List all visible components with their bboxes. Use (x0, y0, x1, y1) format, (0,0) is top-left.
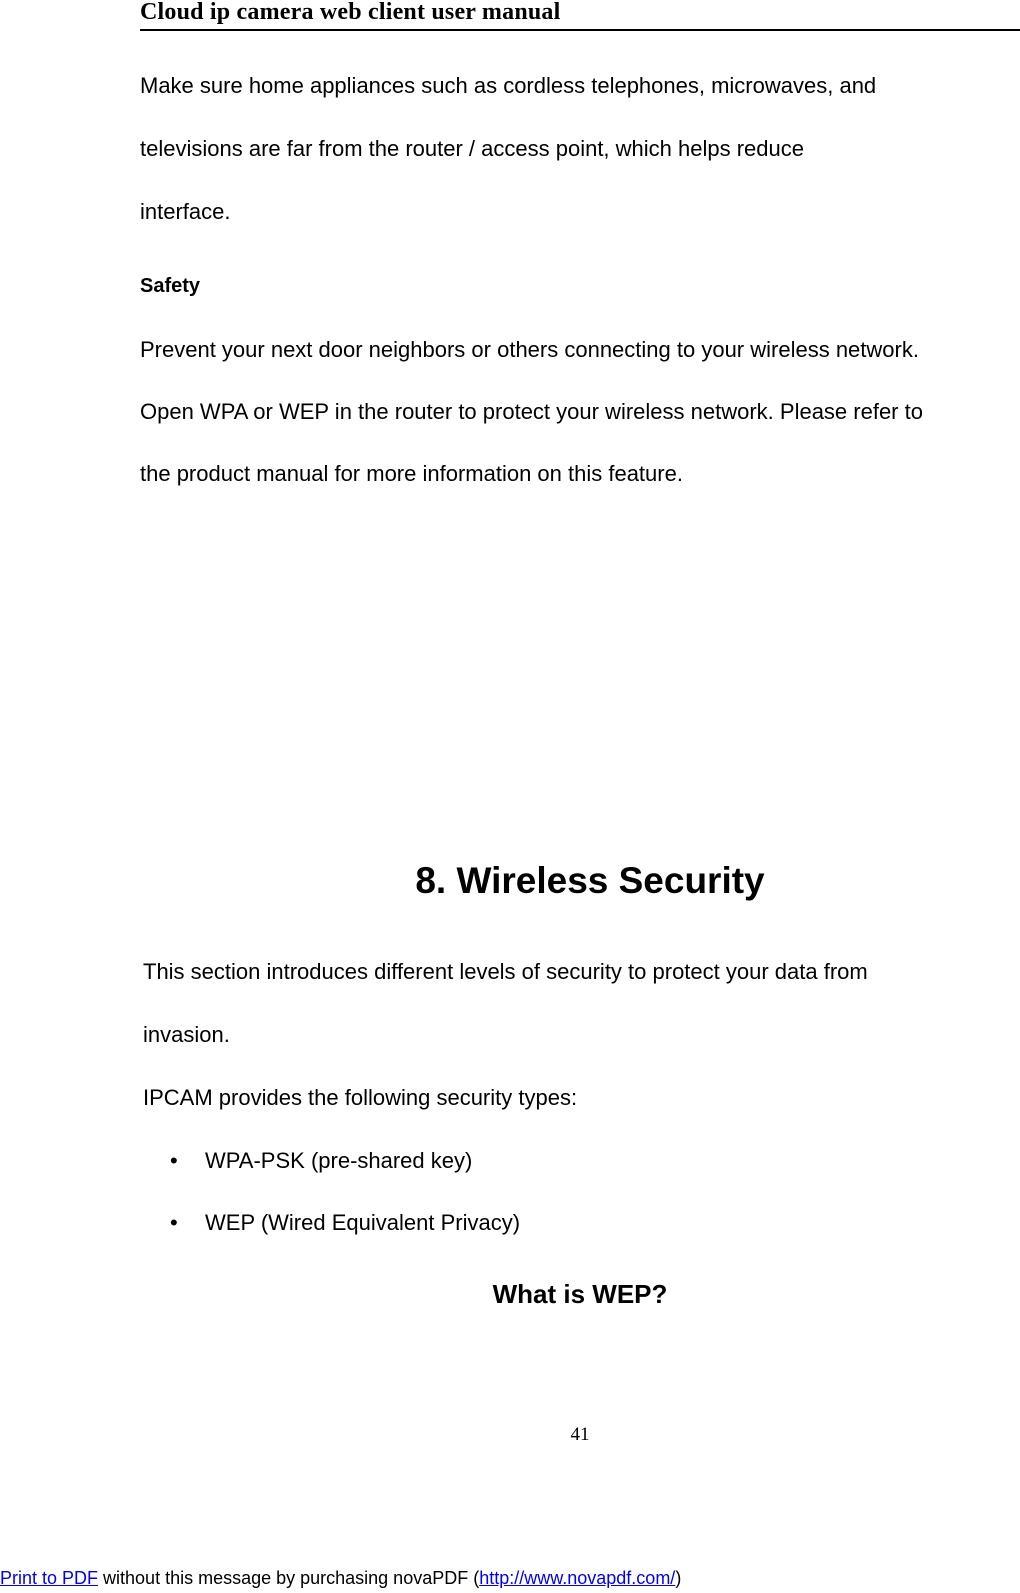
intro-line-3: interface. (140, 199, 231, 224)
bullet-item-wpa-psk: WPA-PSK (pre-shared key) (205, 1148, 473, 1173)
document-title: Cloud ip camera web client user manual (140, 0, 561, 25)
footer-end-text: ) (675, 1568, 682, 1588)
bullet-marker: • (170, 1148, 178, 1173)
section-line-3: IPCAM provides the following security types: (143, 1085, 578, 1110)
page-number: 41 (570, 1424, 590, 1445)
page-header (140, 0, 1020, 31)
print-to-pdf-link[interactable]: Print to PDF (0, 1568, 99, 1588)
safety-heading: Safety (140, 275, 201, 297)
bullet-item-wep: WEP (Wired Equivalent Privacy) (205, 1210, 521, 1235)
bullet-marker: • (170, 1210, 178, 1235)
novapdf-url-link[interactable]: http://www.novapdf.com/ (479, 1568, 676, 1588)
section-line-2: invasion. (143, 1022, 230, 1047)
footer-notice (0, 1568, 681, 1589)
footer-middle-text: without this message by purchasing novaPDF ( (98, 1568, 480, 1588)
intro-line-2: televisions are far from the router / access point, which helps reduce (140, 136, 804, 161)
safety-line-3: the product manual for more information on this feature. (140, 461, 683, 486)
safety-line-2: Open WPA or WEP in the router to protect your wireless network. Please refer to (140, 399, 923, 424)
safety-line-1: Prevent your next door neighbors or others connecting to your wireless network. (140, 337, 919, 362)
section-title: 8. Wireless Security (415, 860, 765, 901)
section-line-1: This section introduces different levels of security to protect your data from (143, 959, 868, 984)
intro-line-1: Make sure home appliances such as cordless telephones, microwaves, and (140, 73, 877, 98)
what-is-wep-heading: What is WEP? (492, 1279, 668, 1309)
